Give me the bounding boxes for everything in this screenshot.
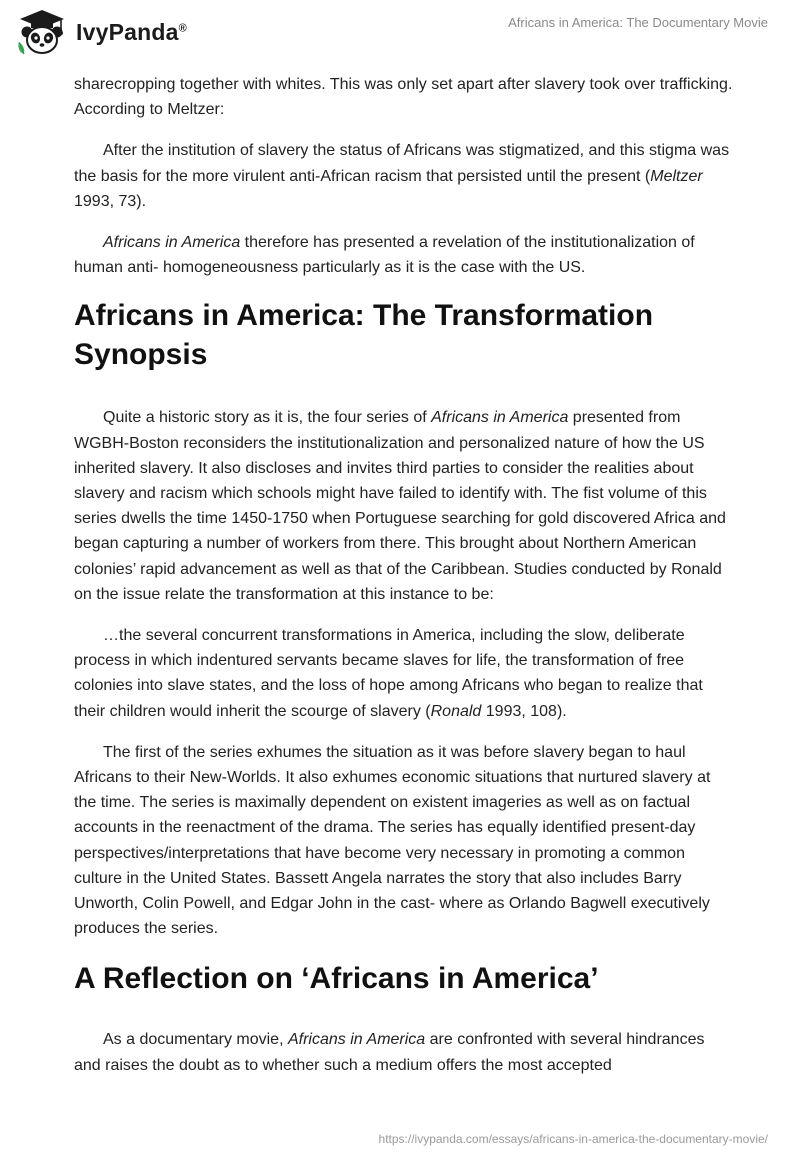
paragraph: Quite a historic story as it is, the four series of Africans in America presented from WGBH-Boston reconsiders the institutionalization and personalized nature of how the US inherited slavery. It also discloses and invites third parties to consider the realities about slavery and racism which schools might have failed to identify with. The fist volume of this series dwells the time 1450-1750 when Portuguese searching for gold discovered Africa and began capturing a number of workers from there. This brought about Northern American colonies’ rapid advancement as well as that of the Caribbean. Studies conducted by Ronald on the issue relate the transformation at this instance to be: — [74, 409, 726, 603]
page-header — [0, 0, 800, 64]
section-heading: A Reflection on ‘Africans in America’ — [74, 962, 599, 996]
movie-title: Africans in America — [431, 409, 569, 427]
panda-graduate-icon — [16, 8, 68, 56]
paragraph: Africans in America therefore has presented a revelation of the institutionalization of human anti- homogeneousness particularly as it is the case with the US. — [74, 234, 695, 277]
section-heading: Africans in America: The Transformation Synopsis — [74, 299, 654, 372]
paragraph: As a documentary movie, Africans in America are confronted with several hindrances and raises the doubt as to whether such a medium offers the most accepted — [74, 1031, 705, 1074]
movie-title: Africans in America — [287, 1031, 426, 1049]
essay-body — [74, 72, 734, 1094]
citation-author: Meltzer — [650, 167, 703, 185]
citation-author: Ronald — [430, 702, 482, 720]
logo-wordmark: IvyPanda® — [76, 18, 187, 45]
ivypanda-logo[interactable] — [16, 8, 187, 56]
paragraph: The first of the series exhumes the situation as it was before slavery began to haul Africans to their New-Worlds. It also exhumes economic situations that nurtured slavery at the time. The series is maximally dependent on existent imageries as well as on factual accounts in the reenactment of the drama. The series has equally identified present-day perspectives/interpretations that have become very necessary in promoting a common culture in the United States. Bassett Angela narrates the story that also includes Barry Unworth, Colin Powell, and Edgar John in the cast- where as Orlando Bagwell executively produces the series. — [74, 743, 711, 938]
paragraph: sharecropping together with whites. This was only set apart after slavery took over trafficking. According to Meltzer: — [74, 76, 733, 119]
source-url[interactable]: https://ivypanda.com/essays/africans-in-america-the-documentary-movie/ — [378, 1132, 768, 1146]
block-quote: After the institution of slavery the status of Africans was stigmatized, and this stigma was the basis for the more virulent anti-African racism that persisted until the present (Meltzer 1993, 73). — [74, 142, 730, 210]
block-quote: …the several concurrent transformations in America, including the slow, deliberate process in which indentured servants became slaves for life, the transformation of free colonies into slave states, and the loss of hope among Africans who began to realize that their children would inherit the scourge of slavery (Ronald 1993, 108). — [74, 627, 703, 720]
document-title: Africans in America: The Documentary Movie — [508, 15, 768, 30]
movie-title: Africans in America — [103, 234, 241, 252]
